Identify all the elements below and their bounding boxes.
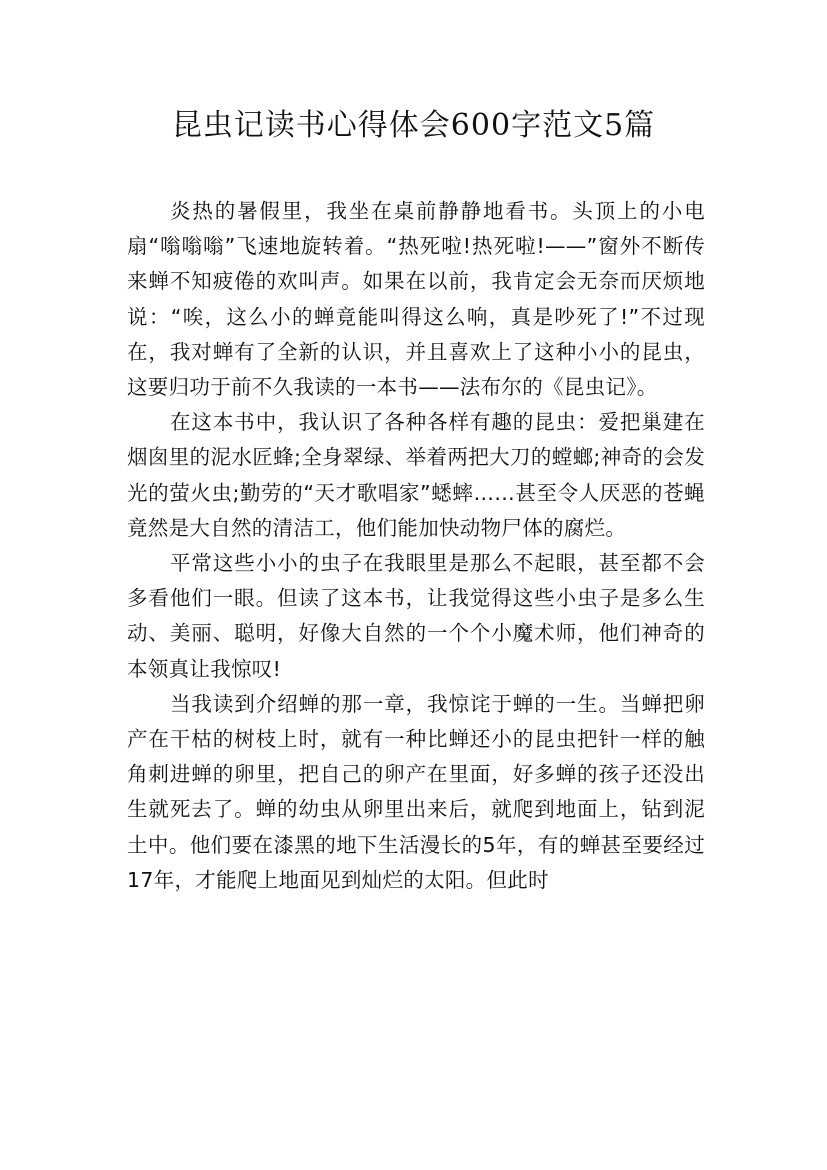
paragraph-1: 炎热的暑假里，我坐在桌前静静地看书。头顶上的小电扇“嗡嗡嗡”飞速地旋转着。“热死啦!热死啦!——”窗外不断传来蝉不知疲倦的欢叫声。如果在以前，我肯定会无奈而厌烦地说：“唉，这么小的蝉竟能叫得这么响，真是吵死了!”不过现在，我对蝉有了全新的认识，并且喜欢上了这种小小的昆虫，这要归功于前不久我读的一本书——法布尔的《昆虫记》。 <box>127 199 705 400</box>
page-title: 昆虫记读书心得体会600字范文5篇 <box>171 108 656 143</box>
document-body <box>127 194 705 898</box>
paragraph-4: 当我读到介绍蝉的那一章，我惊诧于蝉的一生。当蝉把卵产在干枯的树枝上时，就有一种比蝉还小的昆虫把针一样的触角刺进蝉的卵里，把自己的卵产在里面，好多蝉的孩子还没出生就死去了。蝉的幼虫从卵里出来后，就爬到地面上，钻到泥土中。他们要在漆黑的地下生活漫长的5年，有的蝉甚至要经过17年，才能爬上地面见到灿烂的太阳。但此时 <box>127 691 705 892</box>
paragraph-2: 在这本书中，我认识了各种各样有趣的昆虫：爱把巢建在烟囱里的泥水匠蜂;全身翠绿、举着两把大刀的螳螂;神奇的会发光的萤火虫;勤劳的“天才歌唱家”蟋蟀……甚至令人厌恶的苍蝇竟然是大自然的清洁工，他们能加快动物尸体的腐烂。 <box>127 410 705 540</box>
paragraph-3: 平常这些小小的虫子在我眼里是那么不起眼，甚至都不会多看他们一眼。但读了这本书，让我觉得这些小虫子是多么生动、美丽、聪明，好像大自然的一个个小魔术师，他们神奇的本领真让我惊叹! <box>127 551 705 681</box>
